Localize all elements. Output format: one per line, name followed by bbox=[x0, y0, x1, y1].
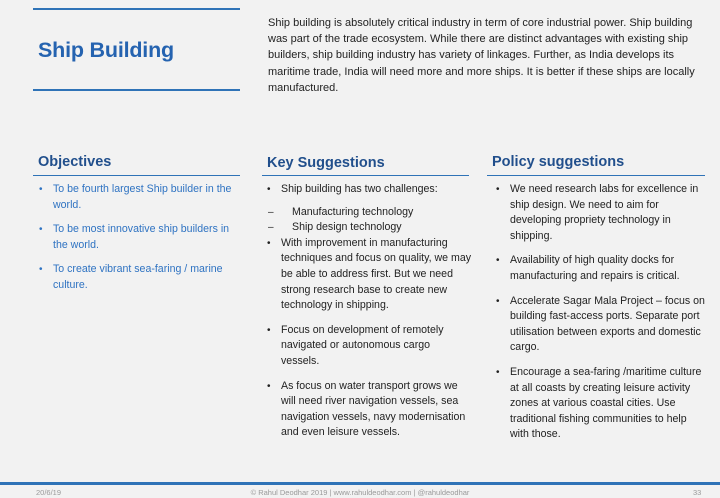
objectives-rule bbox=[33, 175, 240, 176]
list-item bbox=[495, 182, 707, 244]
suggestion-subtext: Ship design technology bbox=[292, 221, 402, 234]
list-item bbox=[266, 236, 471, 314]
bullet-icon: • bbox=[39, 224, 43, 236]
list-item bbox=[266, 379, 471, 441]
list-item bbox=[38, 222, 244, 253]
dash-icon: – bbox=[268, 222, 274, 234]
bullet-icon: • bbox=[496, 366, 500, 378]
policy-suggestions-list bbox=[495, 182, 707, 452]
title-top-rule bbox=[33, 8, 240, 10]
policy-text: Availability of high quality docks for manufacturing and repairs is critical. bbox=[510, 254, 680, 282]
suggestion-text: Ship building has two challenges: bbox=[281, 183, 438, 195]
bullet-icon: • bbox=[496, 255, 500, 267]
intro-paragraph: Ship building is absolutely critical industry in term of core industrial power. Ship building was part of the trade ecosystem. While there are distinct advantages with existing ship builders, ship building industry has variety of linkages. Further, as India develops its maritime trade, India will need more and more ships. It is better if these ships are locally manufactured. bbox=[268, 17, 695, 94]
key-suggestions-heading: Key Suggestions bbox=[267, 155, 385, 171]
bullet-icon: • bbox=[267, 184, 271, 195]
list-item bbox=[495, 294, 707, 356]
policy-suggestions-rule bbox=[487, 175, 705, 176]
objective-text: To be fourth largest Ship builder in the world. bbox=[53, 183, 232, 211]
objective-text: To create vibrant sea-faring / marine culture. bbox=[53, 263, 223, 291]
bullet-icon: • bbox=[267, 380, 271, 392]
policy-text: Encourage a sea-faring /maritime culture at all coasts by creating leisure activity zones at various coastal cities. Use traditional fishing communities to help with those. bbox=[510, 365, 702, 441]
dash-icon: – bbox=[268, 206, 274, 218]
bullet-icon: • bbox=[39, 264, 43, 276]
list-item bbox=[38, 182, 244, 213]
suggestion-text: With improvement in manufacturing techniques and focus on quality, we may be able to address first. But we need strong research base to create new technology in shipping. bbox=[281, 236, 472, 312]
bullet-icon: • bbox=[496, 184, 500, 195]
suggestion-text: Focus on development of remotely navigated or autonomous cargo vessels. bbox=[281, 323, 444, 367]
objective-text: To be most innovative ship builders in the world. bbox=[53, 223, 230, 251]
list-item bbox=[38, 262, 244, 293]
policy-text: We need research labs for excellence in ship design. We need to aim for developing propriety technology in shipping. bbox=[510, 183, 699, 242]
bullet-icon: • bbox=[267, 237, 271, 249]
footer-date: 20/6/19 bbox=[36, 488, 62, 497]
list-item bbox=[495, 365, 707, 443]
footer-credit: © Rahul Deodhar 2019 | www.rahuldeodhar.com | @rahuldeodhar bbox=[250, 488, 470, 497]
objectives-heading: Objectives bbox=[38, 154, 112, 170]
page-title: Ship Building bbox=[38, 38, 174, 62]
suggestion-subtext: Manufacturing technology bbox=[292, 205, 414, 218]
policy-text: Accelerate Sagar Mala Project – focus on building fast-access ports. Separate port utilisation between exports and domestic cargo. bbox=[510, 294, 705, 354]
policy-suggestions-heading: Policy suggestions bbox=[492, 154, 625, 170]
key-suggestions-rule bbox=[262, 175, 469, 176]
bullet-icon: • bbox=[267, 324, 271, 336]
sub-list-item bbox=[266, 205, 471, 221]
list-item bbox=[495, 253, 707, 284]
bullet-icon: • bbox=[39, 184, 43, 195]
key-suggestions-list bbox=[266, 182, 471, 450]
list-item bbox=[266, 323, 471, 370]
list-item bbox=[266, 182, 471, 198]
objectives-list bbox=[38, 182, 244, 303]
bullet-icon: • bbox=[496, 295, 500, 307]
sub-list-item bbox=[266, 220, 471, 236]
title-bottom-rule bbox=[33, 89, 240, 91]
suggestion-text: As focus on water transport grows we will need river navigation vessels, sea navigation vessels, navy modernisation and even leisure vessels. bbox=[281, 379, 466, 439]
footer-rule bbox=[0, 482, 720, 485]
footer-page-number: 33 bbox=[693, 488, 702, 497]
